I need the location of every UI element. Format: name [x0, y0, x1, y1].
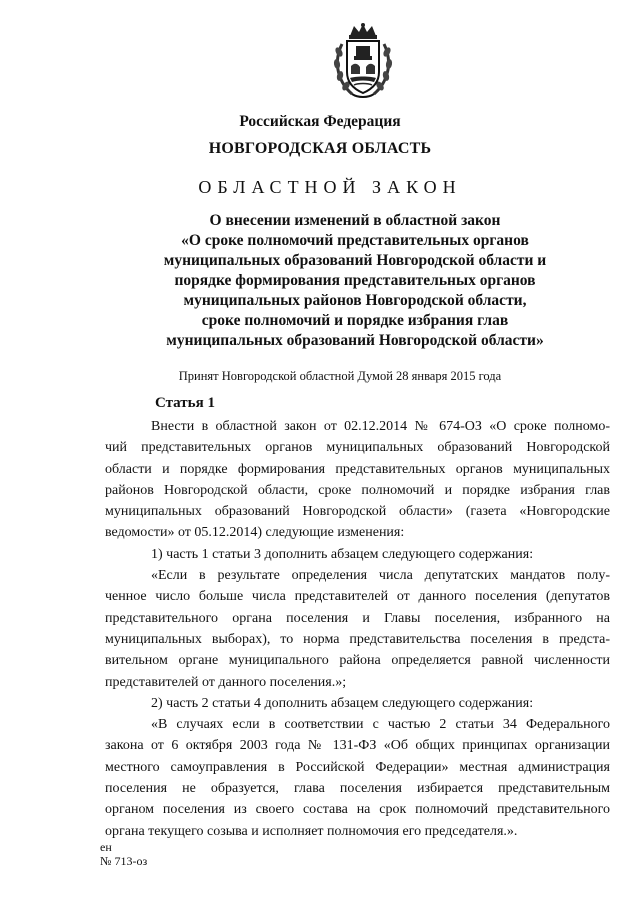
- text-line: «Если в результате определения числа депутатских мандатов полу-: [151, 568, 610, 584]
- text-line: ведомости» от 05.12.2014) следующие изменения:: [105, 525, 405, 541]
- paragraph-item-1-text: [105, 565, 610, 693]
- text-line: закона от 6 октября 2003 года № 131-ФЗ «Об общих принципах организации: [105, 738, 610, 754]
- text-line: представительного органа поселения и Главы поселения, избранного на: [105, 610, 610, 626]
- text-line: районов Новгородской области, сроке полномочий и порядке избрания глав: [105, 482, 610, 498]
- text-line: Внести в областной закон от 02.12.2014 № 674-ОЗ «О сроке полномо-: [151, 419, 610, 434]
- text-line: вительном органе муниципального района определяется равной численности: [105, 653, 610, 669]
- text-line: 1) часть 1 статьи 3 дополнить абзацем следующего содержания:: [151, 546, 534, 562]
- title-line: порядке формирования представительных органов: [174, 272, 536, 289]
- footer-initials: ен: [100, 840, 112, 854]
- document-footer: [100, 840, 147, 868]
- adoption-note: Принят Новгородской областной Думой 28 января 2015 года: [178, 369, 502, 383]
- title-line: О внесении изменений в областной закон: [209, 212, 501, 229]
- paragraph-item-1: [105, 544, 610, 565]
- text-line: поселения не образуется, глава поселения избирается представительным: [105, 781, 610, 797]
- title-line: сроке полномочий и порядке избрания глав: [201, 312, 509, 329]
- article-heading: Статья 1: [155, 395, 215, 411]
- text-line: ченное число больше числа представителей от данного поселения (депутатов: [105, 589, 610, 605]
- text-line: местного самоуправления в Российской Федерации» местная администрация: [105, 759, 610, 775]
- footer-number: № 713-оз: [100, 854, 148, 868]
- title-line: муниципальных образований Новгородской области»: [166, 332, 544, 349]
- title-line: муниципальных районов Новгородской области,: [183, 292, 527, 309]
- title-line: «О сроке полномочий представительных органов: [181, 232, 529, 249]
- coat-of-arms-icon: [330, 22, 396, 102]
- text-line: представителей от данного поселения.»;: [105, 674, 347, 690]
- title-line: муниципальных образований Новгородской области и: [163, 252, 547, 269]
- paragraph-item-2-text: [105, 714, 610, 842]
- law-title: [110, 211, 600, 351]
- text-line: области и порядке формирования представительных органов муниципальных: [105, 461, 610, 477]
- paragraph-item-2: [105, 693, 610, 714]
- text-line: 2) часть 2 статьи 4 дополнить абзацем следующего содержания:: [151, 695, 534, 711]
- article-body: [105, 416, 610, 842]
- paragraph-intro: [105, 416, 610, 544]
- text-line: органа текущего созыва и исполняет полномочия его председателя.».: [105, 823, 518, 839]
- text-line: муниципальных образований Новгородской области» (газета «Новгородские: [105, 504, 610, 520]
- document-type: ОБЛАСТНОЙ ЗАКОН: [198, 177, 462, 197]
- country-name: Российская Федерация: [239, 113, 401, 130]
- text-line: муниципальных выборах), то норма представительства поселения в предста-: [105, 631, 610, 647]
- text-line: чий представительных органов муниципальных образований Новгородской: [105, 440, 610, 456]
- text-line: «В случаях если в соответствии с частью 2 статьи 34 Федерального: [151, 717, 610, 733]
- region-name: НОВГОРОДСКАЯ ОБЛАСТЬ: [208, 140, 432, 157]
- text-line: органом поселения из своего состава на срок полномочий представительного: [105, 802, 610, 818]
